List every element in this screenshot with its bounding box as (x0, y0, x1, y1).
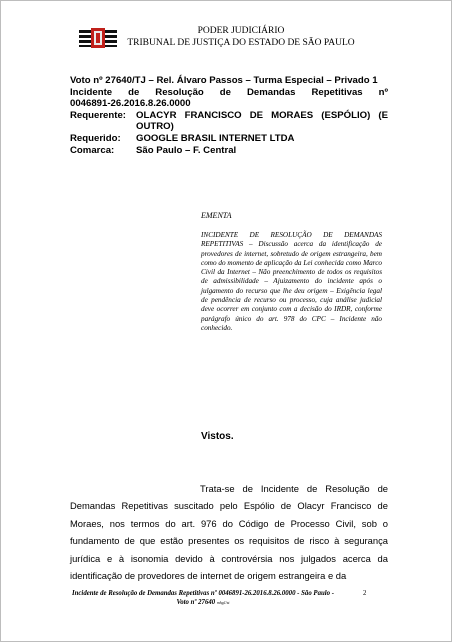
process-number: 0046891-26.2016.8.26.0000 (70, 98, 191, 110)
ementa-text: INCIDENTE DE RESOLUÇÃO DE DEMANDAS REPETITIVAS – Discussão acerca da identificação de provedores de internet, sobretudo de origem estrangeira, bem como do momento de aplicação da Lei conhecida como Marco Civil da Internet – Não preenchimento de todos os requisitos de admissibilidade – Ajuizamento do incidente após o julgamento do recurso que lhe deu origem – Exigência legal de pendência de recurso ou processo, cuja análise judicial deve ocorrer em conjunto com a decisão do IRDR, conforme parágrafo único do art. 978 do CPC – Incidente não conhecido. (201, 231, 382, 332)
incidente-word: de (128, 86, 140, 98)
body-paragraph-text: Trata-se de Incidente de Resolução de Demandas Repetitivas suscitado pelo Espólio de Olacyr Francisco de Moraes, nos termos do art. 976 do Código de Processo Civil, sob o fundamento de que estão presentes os requisitos de risco à segurança jurídica e à isonomia devido à controvérsia nos julgados acerca da identificação de provedores de internet de origem estrangeira e da (70, 483, 388, 582)
body-paragraph (70, 480, 388, 584)
court-name (121, 25, 361, 49)
comarca-value: São Paulo – F. Central (136, 144, 237, 156)
requerente-row (70, 110, 388, 133)
header-line-2: TRIBUNAL DE JUSTIÇA DO ESTADO DE SÃO PAULO (127, 38, 355, 48)
incidente-line (70, 87, 388, 99)
requerido-label: Requerido: (70, 132, 121, 144)
court-logo-icon (79, 28, 117, 48)
page-number: 2 (363, 590, 367, 597)
incidente-word: Resolução (155, 86, 204, 98)
ementa-title: EMENTA (201, 211, 232, 220)
incidente-word: Repetitivas (311, 86, 363, 98)
vistos-heading: Vistos. (201, 431, 234, 442)
requerido-row (70, 133, 388, 145)
footer-vote: Voto nº 27640 (176, 598, 216, 606)
incidente-word: Incidente (70, 86, 113, 98)
header-line-1: PODER JUDICIÁRIO (197, 26, 285, 36)
case-metadata (70, 75, 388, 156)
comarca-label: Comarca: (70, 144, 115, 156)
requerente-label: Requerente: (70, 109, 126, 121)
footer-initials: mhg1/st (216, 599, 230, 605)
incidente-word: Demandas (246, 86, 296, 98)
incidente-word: de (219, 86, 231, 98)
vote-line: Voto nº 27640/TJ – Rel. Álvaro Passos – Turma Especial – Privado 1 (70, 75, 378, 86)
comarca-row (70, 145, 388, 157)
footer-line-1: Incidente de Resolução de Demandas Repetitivas nº 0046891-26.2016.8.26.0000 - São Paulo - (71, 590, 334, 597)
requerido-value: GOOGLE BRASIL INTERNET LTDA (136, 132, 295, 144)
requerente-value: OLACYR FRANCISCO DE MORAES (ESPÓLIO) (E OUTRO) (136, 109, 388, 133)
footer-line-2 (43, 599, 363, 608)
page-header (1, 23, 452, 63)
incidente-word: nº (378, 86, 388, 98)
page-footer (43, 590, 363, 607)
